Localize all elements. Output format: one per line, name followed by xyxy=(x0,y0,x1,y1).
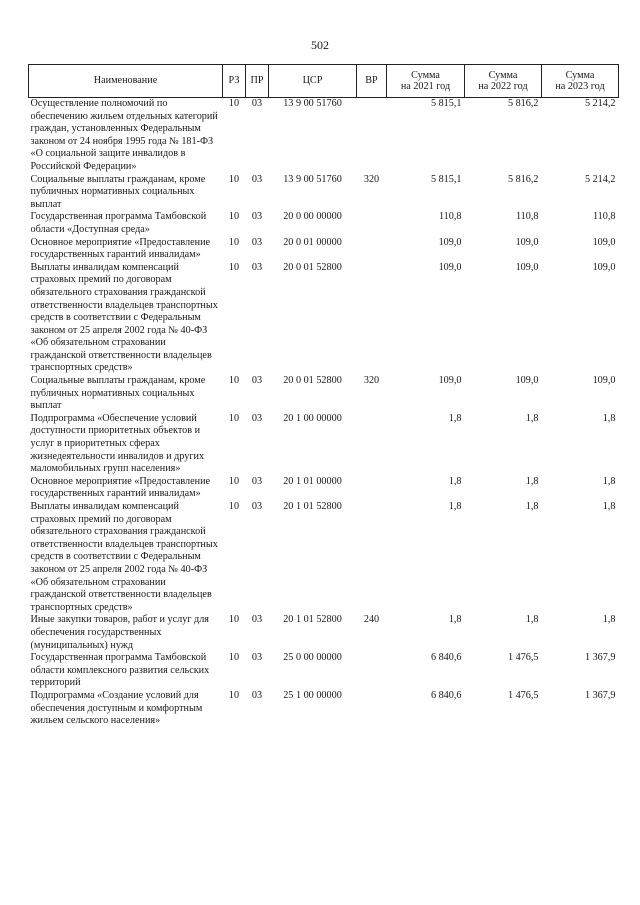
row-sum-2022: 110,8 xyxy=(515,211,539,223)
row-sum-2021: 109,0 xyxy=(438,375,462,387)
table-row xyxy=(29,652,619,690)
row-sum-2023: 1,8 xyxy=(602,501,616,512)
row-csr: 20 0 00 00000 xyxy=(283,211,342,223)
row-rz: 10 xyxy=(228,475,240,487)
row-sum-2021: 5 815,1 xyxy=(430,173,462,185)
row-csr: 25 1 00 00000 xyxy=(283,689,342,701)
table-row xyxy=(29,211,619,236)
row-vr xyxy=(357,690,387,728)
row-vr: 320 xyxy=(363,375,380,387)
row-sum-2023: 1,8 xyxy=(602,475,616,487)
row-sum-2023: 5 214,2 xyxy=(584,98,616,109)
row-csr: 20 1 01 00000 xyxy=(283,475,342,487)
row-vr: 240 xyxy=(363,614,380,626)
table-row xyxy=(29,413,619,476)
row-name: Подпрограмма «Обеспечение условий доступности приоритетных объектов и услуг в приоритетных сферах жизнедеятельности инвалидов и других маломобильных групп населения» xyxy=(30,412,205,475)
row-sum-2022: 5 816,2 xyxy=(507,98,539,109)
row-vr xyxy=(357,652,387,690)
row-sum-2023: 109,0 xyxy=(592,261,616,273)
row-sum-2023: 5 214,2 xyxy=(584,173,616,185)
row-sum-2021: 1,8 xyxy=(448,412,462,424)
page-number: 502 xyxy=(311,38,329,52)
row-pr: 03 xyxy=(251,173,263,185)
row-csr: 20 1 00 00000 xyxy=(283,412,342,424)
table-row xyxy=(29,237,619,262)
row-rz: 10 xyxy=(228,375,240,387)
row-name: Основное мероприятие «Предоставление государственных гарантий инвалидам» xyxy=(30,236,211,261)
row-csr: 13 9 00 51760 xyxy=(283,98,342,109)
header-pr: ПР xyxy=(246,65,269,98)
row-sum-2022: 1 476,5 xyxy=(507,689,539,701)
row-sum-2023: 1 367,9 xyxy=(584,652,616,664)
row-sum-2021: 5 815,1 xyxy=(430,98,462,109)
table-row xyxy=(29,614,619,652)
row-sum-2022: 109,0 xyxy=(515,375,539,387)
row-rz: 10 xyxy=(228,98,240,109)
row-name: Иные закупки товаров, работ и услуг для обеспечения государственных (муниципальных) нужд xyxy=(30,614,209,651)
row-rz: 10 xyxy=(228,261,240,273)
row-sum-2022: 5 816,2 xyxy=(507,173,539,185)
table-row xyxy=(29,476,619,501)
row-sum-2021: 1,8 xyxy=(448,614,462,626)
table-row xyxy=(29,262,619,375)
row-pr: 03 xyxy=(251,98,263,109)
row-csr: 20 0 01 52800 xyxy=(283,375,342,387)
row-sum-2021: 1,8 xyxy=(448,501,462,512)
table-header xyxy=(29,65,619,98)
table-row xyxy=(29,375,619,413)
row-sum-2022: 1,8 xyxy=(525,501,539,512)
row-sum-2022: 1,8 xyxy=(525,412,539,424)
row-name: Подпрограмма «Создание условий для обеспечения доступным и комфортным жильем сельского населения» xyxy=(30,689,203,727)
row-pr: 03 xyxy=(251,475,263,487)
row-pr: 03 xyxy=(251,652,263,664)
row-name: Основное мероприятие «Предоставление государственных гарантий инвалидам» xyxy=(30,475,211,500)
row-sum-2022: 109,0 xyxy=(515,261,539,273)
row-sum-2023: 1,8 xyxy=(602,412,616,424)
row-name: Социальные выплаты гражданам, кроме публичных нормативных социальных выплат xyxy=(30,375,206,412)
row-name: Выплаты инвалидам компенсаций страховых премий по договорам обязательного страхования гражданской ответственности владельцев транспортных средств в соответствии с Федеральным законом от 25 апреля 2002 года № 40-ФЗ «Об обязательном страховании гражданской ответственности владельцев транспортных средств» xyxy=(30,261,218,374)
row-sum-2023: 1,8 xyxy=(602,614,616,626)
row-rz: 10 xyxy=(228,412,240,424)
header-vr: ВР xyxy=(357,65,387,98)
row-sum-2023: 110,8 xyxy=(592,211,616,223)
row-pr: 03 xyxy=(251,375,263,387)
row-name: Осуществление полномочий по обеспечению жильем отдельных категорий граждан, установленных Федеральным законом от 24 ноября 1995 года № 181-ФЗ «О социальной защите инвалидов в Российской Федерации» xyxy=(30,98,218,172)
row-name: Государственная программа Тамбовской области комплексного развития сельских территорий xyxy=(30,652,210,689)
row-sum-2021: 6 840,6 xyxy=(430,689,462,701)
row-csr: 13 9 00 51760 xyxy=(283,173,342,185)
table-row xyxy=(29,98,619,174)
row-csr: 20 1 01 52800 xyxy=(283,614,342,626)
row-sum-2022: 1,8 xyxy=(525,475,539,487)
row-pr: 03 xyxy=(251,236,263,248)
header-sum-2021-line1: Сумма xyxy=(411,69,440,81)
row-rz: 10 xyxy=(228,689,240,701)
row-name: Государственная программа Тамбовской области «Доступная среда» xyxy=(30,211,207,235)
header-sum-2022-line2: на 2022 год xyxy=(478,81,528,92)
table-body xyxy=(29,98,619,728)
row-vr xyxy=(357,476,387,501)
row-vr xyxy=(357,237,387,262)
row-rz: 10 xyxy=(228,211,240,223)
row-csr: 20 1 01 52800 xyxy=(283,501,342,512)
row-pr: 03 xyxy=(251,261,263,273)
row-sum-2023: 109,0 xyxy=(592,236,616,248)
header-sum-2022-line1: Сумма xyxy=(488,69,518,81)
header-sum-2023-line1: Сумма xyxy=(565,69,595,81)
row-name: Социальные выплаты гражданам, кроме публичных нормативных социальных выплат xyxy=(30,173,206,210)
row-sum-2022: 1 476,5 xyxy=(507,652,539,664)
row-pr: 03 xyxy=(251,501,263,512)
row-rz: 10 xyxy=(228,501,240,512)
table-row xyxy=(29,174,619,212)
row-vr xyxy=(357,262,387,375)
row-sum-2023: 109,0 xyxy=(592,375,616,387)
row-csr: 20 0 01 52800 xyxy=(283,261,342,273)
row-sum-2023: 1 367,9 xyxy=(584,689,616,701)
row-vr xyxy=(357,413,387,476)
row-csr: 20 0 01 00000 xyxy=(283,236,342,248)
row-pr: 03 xyxy=(251,211,263,223)
row-rz: 10 xyxy=(228,652,240,664)
row-rz: 10 xyxy=(228,614,240,626)
row-sum-2022: 109,0 xyxy=(515,236,539,248)
header-sum-2021 xyxy=(387,65,465,98)
header-sum-2023-line2: на 2023 год xyxy=(555,81,605,92)
row-rz: 10 xyxy=(228,173,240,185)
row-name: Выплаты инвалидам компенсаций страховых премий по договорам обязательного страхования гражданской ответственности владельцев транспортных средств в соответствии с Федеральным законом от 25 апреля 2002 года № 40-ФЗ «Об обязательном страховании гражданской ответственности владельцев транспортных средств» xyxy=(30,501,218,613)
row-vr xyxy=(357,211,387,236)
row-sum-2021: 1,8 xyxy=(448,475,462,487)
header-csr: ЦСР xyxy=(269,65,357,98)
row-vr xyxy=(357,98,387,174)
header-sum-2023 xyxy=(542,65,619,98)
row-pr: 03 xyxy=(251,412,263,424)
row-pr: 03 xyxy=(251,614,263,626)
row-sum-2021: 6 840,6 xyxy=(430,652,462,664)
row-vr xyxy=(357,501,387,614)
header-name: Наименование xyxy=(29,65,223,98)
table-row xyxy=(29,501,619,614)
header-sum-2021-line2: на 2021 год xyxy=(400,81,451,92)
budget-table xyxy=(28,64,619,728)
row-csr: 25 0 00 00000 xyxy=(283,652,342,664)
header-rz: РЗ xyxy=(223,65,246,98)
header-sum-2022 xyxy=(465,65,542,98)
row-sum-2022: 1,8 xyxy=(525,614,539,626)
row-rz: 10 xyxy=(228,236,240,248)
row-sum-2021: 110,8 xyxy=(438,211,462,223)
row-vr: 320 xyxy=(363,173,380,185)
row-sum-2021: 109,0 xyxy=(438,261,462,273)
row-sum-2021: 109,0 xyxy=(438,236,462,248)
table-row xyxy=(29,690,619,728)
row-pr: 03 xyxy=(251,689,263,701)
